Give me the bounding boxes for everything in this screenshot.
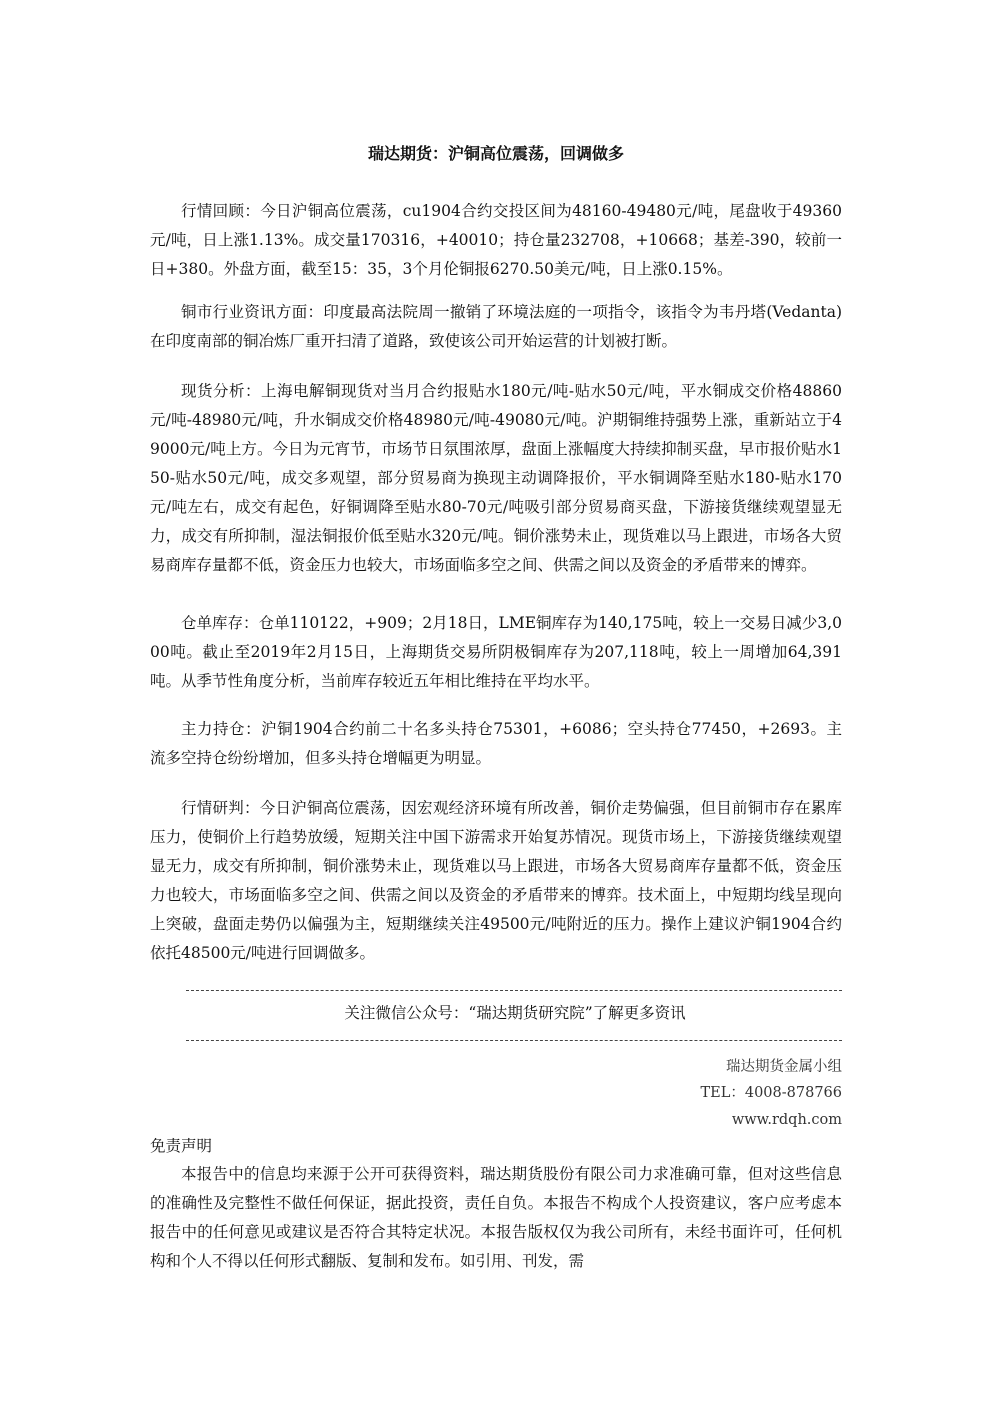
divider-bottom	[186, 1040, 842, 1041]
section-spot-analysis: 现货分析：上海电解铜现货对当月合约报贴水180元/吨-贴水50元/吨，平水铜成交价格48860元/吨-48980元/吨，升水铜成交价格48980元/吨-49080元/吨。沪期铜维持强势上涨，重新站立于49000元/吨上方。今日为元宵节，市场节日氛围浓厚，盘面上涨幅度大持续抑制买盘，早市报价贴水150-贴水50元/吨，成交多观望，部分贸易商为换现主动调降报价，平水铜调降至贴水180-贴水170元/吨左右，成交有起色，好铜调降至贴水80-70元/吨吸引部分贸易商买盘，下游接货继续观望显无力，成交有所抑制，湿法铜报价低至贴水320元/吨。铜价涨势未止，现货难以马上跟进，市场各大贸易商库存量都不低，资金压力也较大，市场面临多空之间、供需之间以及资金的矛盾带来的博弈。	[150, 382, 842, 574]
section-main-positions: 主力持仓：沪铜1904合约前二十名多头持仓75301，+6086；空头持仓77450，+2693。主流多空持仓纷纷增加，但多头持仓增幅更为明显。	[150, 720, 842, 767]
disclaimer-title: 免责声明	[150, 1137, 213, 1155]
section-market-judgment: 行情研判：今日沪铜高位震荡，因宏观经济环境有所改善，铜价走势偏强，但目前铜市存在累库压力，使铜价上行趋势放缓，短期关注中国下游需求开始复苏情况。现货市场上，下游接货继续观望显无力，成交有所抑制，铜价涨势未止，现货难以马上跟进，市场各大贸易商库存量都不低，资金压力也较大，市场面临多空之间、供需之间以及资金的矛盾带来的博弈。技术面上，中短期均线呈现向上突破，盘面走势仍以偏强为主，短期继续关注49500元/吨附近的压力。操作上建议沪铜1904合约依托48500元/吨进行回调做多。	[150, 799, 842, 962]
document-title: 瑞达期货：沪铜高位震荡，回调做多	[367, 144, 624, 163]
disclaimer-text: 本报告中的信息均来源于公开可获得资料，瑞达期货股份有限公司力求准确可靠，但对这些信息的准确性及完整性不做任何保证，据此投资，责任自负。本报告不构成个人投资建议，客户应考虑本报告中的任何意见或建议是否符合其特定状况。本报告版权仅为我公司所有，未经书面许可，任何机构和个人不得以任何形式翻版、复制和发布。如引用、刊发，需	[150, 1165, 842, 1270]
telephone: TEL：4008-878766	[700, 1085, 842, 1101]
website: www.rdqh.com	[731, 1112, 842, 1128]
section-warehouse-inventory: 仓单库存：仓单110122，+909；2月18日，LME铜库存为140,175吨，较上一交易日减少3,000吨。截止至2019年2月15日，上海期货交易所阴极铜库存为207,118吨，较上一周增加64,391吨。从季节性角度分析，当前库存较近五年相比维持在平均水平。	[150, 614, 842, 690]
wechat-notice: 关注微信公众号：“瑞达期货研究院”了解更多资讯	[344, 1004, 686, 1022]
divider-top	[186, 990, 842, 991]
team-name: 瑞达期货金属小组	[726, 1059, 842, 1075]
section-market-review: 行情回顾：今日沪铜高位震荡，cu1904合约交投区间为48160-49480元/吨，尾盘收于49360元/吨，日上涨1.13%。成交量170316，+40010；持仓量232708，+10668；基差-390，较前一日+380。外盘方面，截至15：35，3个月伦铜报6270.50美元/吨，日上涨0.15%。	[150, 202, 842, 278]
section-industry-news: 铜市行业资讯方面：印度最高法院周一撤销了环境法庭的一项指令，该指令为韦丹塔(Vedanta)在印度南部的铜冶炼厂重开扫清了道路，致使该公司开始运营的计划被打断。	[150, 303, 842, 350]
